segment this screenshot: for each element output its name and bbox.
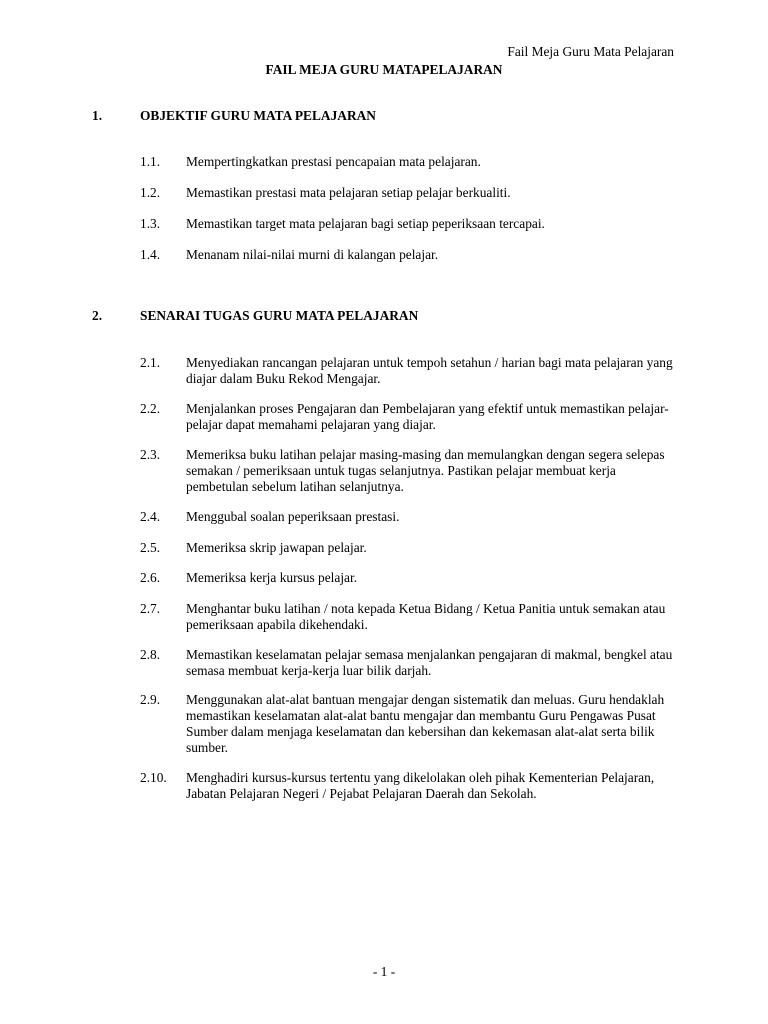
- list-item: [140, 447, 680, 495]
- item-number: 2.7.: [140, 601, 161, 616]
- list-item: [140, 601, 680, 633]
- item-number: 1.3.: [140, 216, 161, 231]
- item-text: Mempertingkatkan prestasi pencapaian mata pelajaran.: [186, 154, 481, 169]
- item-text: Menanam nilai-nilai murni di kalangan pelajar.: [186, 247, 439, 262]
- item-number: 2.4.: [140, 509, 161, 524]
- list-item: [140, 770, 680, 802]
- item-number: 2.3.: [140, 447, 161, 462]
- item-text: Memastikan keselamatan pelajar semasa menjalankan pengajaran di makmal, bengkel atau semasa membuat kerja-kerja luar bilik darjah.: [186, 647, 673, 678]
- list-item: [140, 154, 680, 170]
- item-text: Menggunakan alat-alat bantuan mengajar dengan sistematik dan meluas. Guru hendaklah memastikan keselamatan alat-alat bantu mengajar dan membantu Guru Pengawas Pusat Sumber dalam menjaga keselamatan dan kebersihan dan kekemasan alat-alat serta bilik sumber.: [186, 692, 665, 755]
- item-number: 1.2.: [140, 185, 161, 200]
- item-number: 2.2.: [140, 401, 161, 416]
- section-number: 2.: [92, 308, 103, 323]
- list-item: [140, 355, 680, 387]
- item-text: Memeriksa kerja kursus pelajar.: [186, 570, 358, 585]
- item-text: Menghadiri kursus-kursus tertentu yang dikelolakan oleh pihak Kementerian Pelajaran, Jabatan Pelajaran Negeri / Pejabat Pelajaran Daerah dan Sekolah.: [186, 770, 655, 801]
- page-number: - 1 -: [372, 964, 396, 979]
- section-number: 1.: [92, 108, 103, 123]
- section-title: OBJEKTIF GURU MATA PELAJARAN: [140, 108, 376, 123]
- list-item: [140, 570, 680, 586]
- list-item: [140, 692, 680, 756]
- item-text: Menggubal soalan peperiksaan prestasi.: [186, 509, 400, 524]
- item-number: 1.4.: [140, 247, 161, 262]
- item-text: Menjalankan proses Pengajaran dan Pembelajaran yang efektif untuk memastikan pelajar-pelajar dapat memahami pelajaran yang diajar.: [186, 401, 669, 432]
- item-number: 2.6.: [140, 570, 161, 585]
- list-item: [140, 647, 680, 679]
- document-title: [0, 62, 768, 78]
- item-text: Memastikan prestasi mata pelajaran setiap pelajar berkualiti.: [186, 185, 511, 200]
- item-number: 2.9.: [140, 692, 161, 707]
- running-header: Fail Meja Guru Mata Pelajaran: [507, 44, 674, 59]
- section-title: SENARAI TUGAS GURU MATA PELAJARAN: [140, 308, 419, 323]
- item-text: Menyediakan rancangan pelajaran untuk tempoh setahun / harian bagi mata pelajaran yang diajar dalam Buku Rekod Mengajar.: [186, 355, 673, 386]
- item-number: 2.1.: [140, 355, 161, 370]
- item-number: 2.10.: [140, 770, 167, 785]
- list-item: [140, 185, 680, 201]
- item-text: Memeriksa skrip jawapan pelajar.: [186, 540, 367, 555]
- list-item: [140, 216, 680, 232]
- item-number: 2.8.: [140, 647, 161, 662]
- item-text: Memeriksa buku latihan pelajar masing-masing dan memulangkan dengan segera selepas semakan / pemeriksaan untuk tugas selanjutnya. Pastikan pelajar membuat kerja pembetulan sebelum latihan selanjutnya.: [186, 447, 665, 494]
- document-title-text: FAIL MEJA GURU MATAPELAJARAN: [265, 62, 503, 77]
- item-number: 1.1.: [140, 154, 161, 169]
- list-item: [140, 509, 680, 525]
- list-item: [140, 401, 680, 433]
- list-item: [140, 247, 680, 263]
- item-number: 2.5.: [140, 540, 161, 555]
- item-text: Menghantar buku latihan / nota kepada Ketua Bidang / Ketua Panitia untuk semakan atau pemeriksaan apabila dikehendaki.: [186, 601, 666, 632]
- item-text: Memastikan target mata pelajaran bagi setiap peperiksaan tercapai.: [186, 216, 545, 231]
- list-item: [140, 540, 680, 556]
